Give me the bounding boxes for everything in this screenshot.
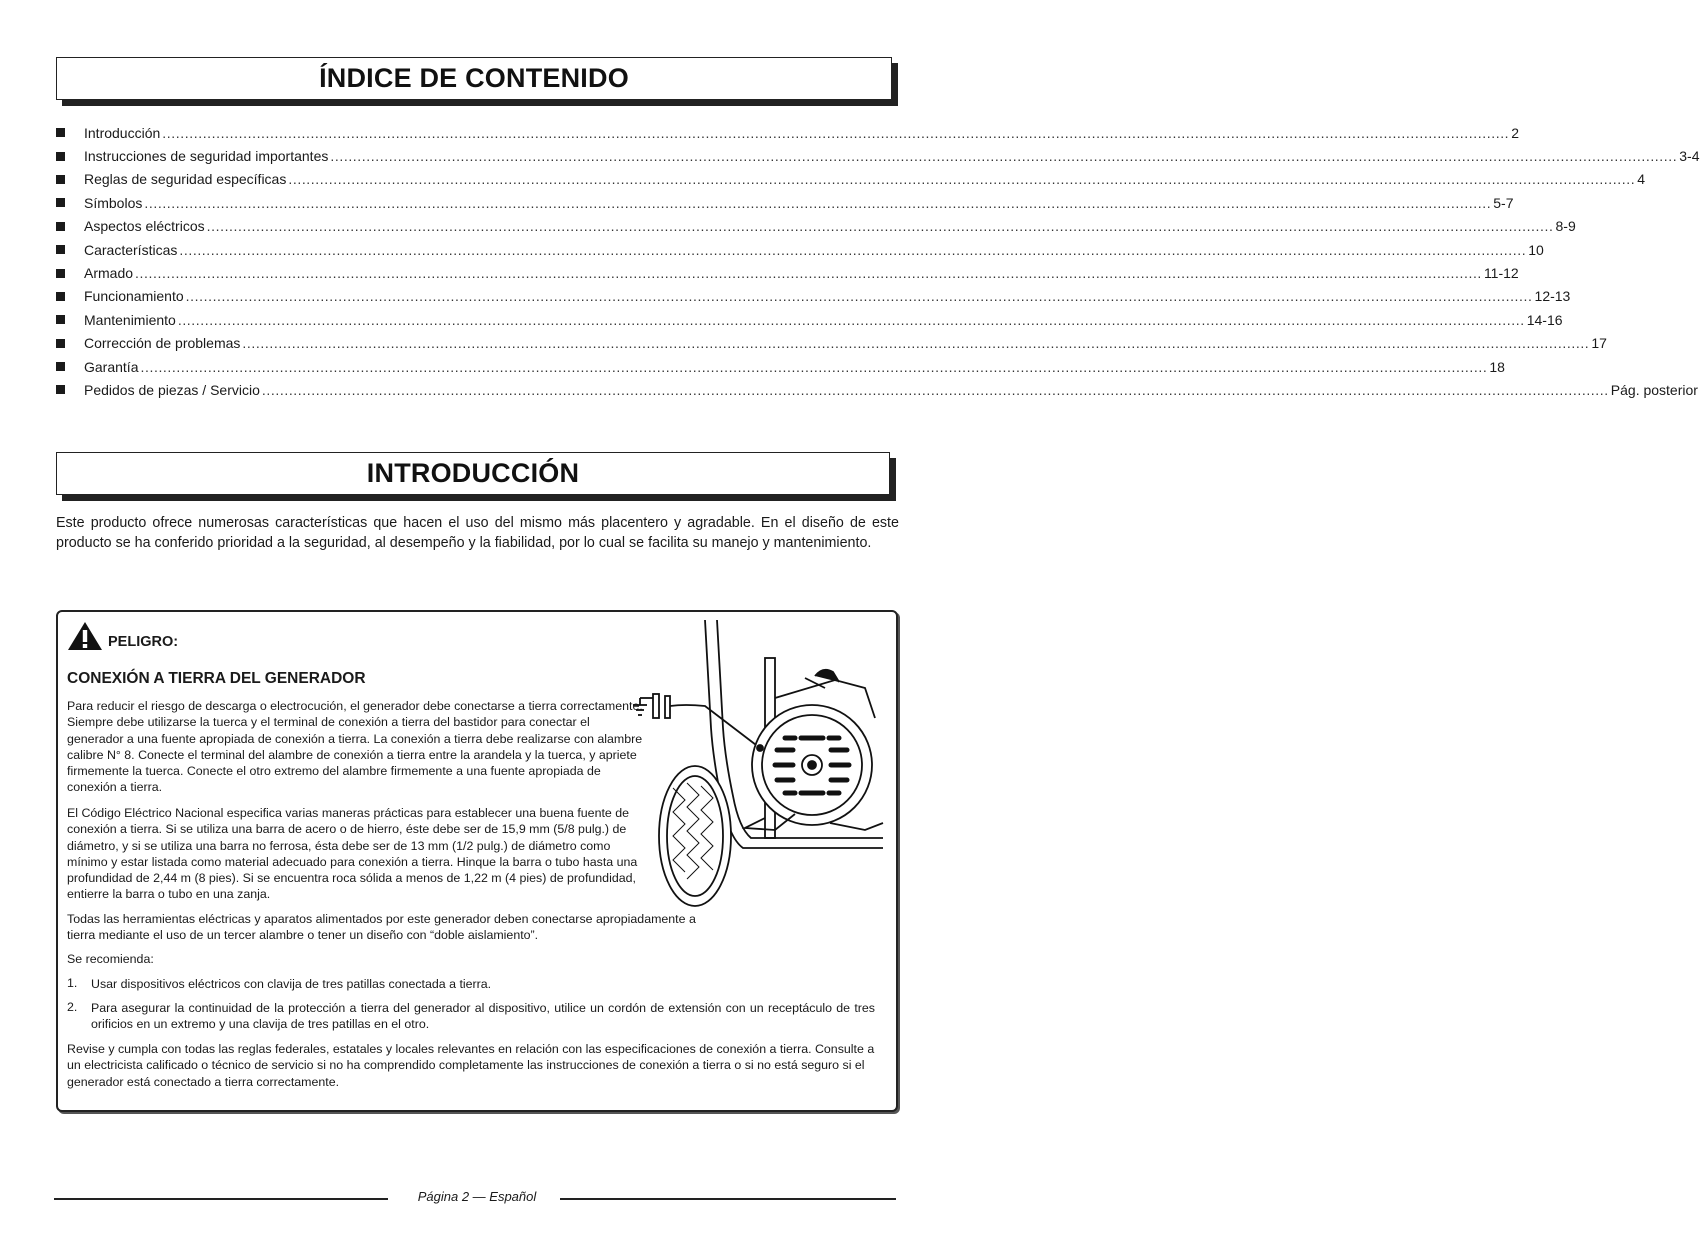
toc-item-label: Garantía (84, 358, 139, 375)
list-item: Para asegurar la continuidad de la protección a tierra del generador al dispositivo, utilice un cordón de extensión con un receptáculo de tres orificios en un extremo y una clavija de tres patillas en el otro. (91, 1001, 875, 1032)
toc-item-label: Armado (84, 265, 134, 282)
toc-leader-dots: ............................................................................................................................................................................................................................................................................................................ (140, 358, 1488, 375)
bullet-icon (56, 292, 65, 301)
toc-item (56, 238, 1544, 261)
toc-item-page: 14-16 (1526, 311, 1563, 328)
bullet-icon (56, 128, 65, 137)
toc-leader-dots: ............................................................................................................................................................................................................................................................................................................ (144, 194, 1492, 211)
toc-item-page: 5-7 (1493, 194, 1514, 211)
toc-item-page: 3-4 (1679, 148, 1700, 165)
toc-header-box (56, 57, 892, 100)
toc-item (56, 261, 1519, 284)
toc-leader-dots: ............................................................................................................................................................................................................................................................................................................ (330, 148, 1678, 165)
page-footer: Página 2 — Español (417, 1189, 537, 1204)
list-number: 1. (67, 976, 78, 990)
toc-item-page: Pág. posterior (1610, 381, 1698, 398)
warning-paragraph-5: Revise y cumpla con todas las reglas federales, estatales y locales relevantes en relación con las especificaciones de conexión a tierra. Consulte a un electricista calificado o técnico de servicio si no ha comprendido completamente las instrucciones de conexión a tierra o si no está seguro si el generador está conectado a tierra correctamente. (67, 1042, 875, 1089)
toc-leader-dots: ............................................................................................................................................................................................................................................................................................................ (135, 265, 1482, 282)
warning-paragraph-4: Se recomienda: (67, 952, 154, 966)
intro-header-box (56, 452, 890, 495)
toc-item (56, 378, 1698, 401)
toc-item-label: Mantenimiento (84, 311, 176, 328)
toc-item (56, 168, 1646, 191)
danger-label: PELIGRO: (108, 634, 179, 650)
toc-item-label: Funcionamiento (84, 288, 184, 305)
warning-paragraph-3: Todas las herramientas eléctricas y aparatos alimentados por este generador deben conectarse apropiadamente a tierra mediante el uso de un tercer alambre o tener un diseño con “doble aislamiento”. (67, 912, 696, 943)
toc-item-page: 8-9 (1555, 218, 1576, 235)
intro-title: INTRODUCCIÓN (366, 458, 580, 488)
list-number: 2. (67, 1000, 78, 1014)
warning-paragraph-2: El Código Eléctrico Nacional especifica varias maneras prácticas para establecer una buena fuente de conexión a tierra. Si se utiliza una barra de acero o de hierro, éste debe ser de 15,9 mm (5/8 pulg.) de diámetro, y si se utiliza una barra no ferrosa, ésta debe ser de 13 mm (1/2 pulg.) de diámetro como mínimo y estar listada como material adecuado para conexión a tierra. Hinque la barra o tubo hasta una profundidad de 2,44 m (8 pies). Si se encuentra roca sólida a menos de 1,22 m (4 pies) de profundidad, entierre la barra o tubo en una zanja. (67, 806, 638, 902)
toc-item (56, 332, 1607, 355)
toc-item (56, 191, 1514, 214)
toc-item-page: 10 (1528, 241, 1544, 258)
toc-item-label: Instrucciones de seguridad importantes (84, 148, 329, 165)
bullet-icon (56, 198, 65, 207)
toc-item-label: Corrección de problemas (84, 335, 241, 352)
toc-item-page: 18 (1489, 358, 1505, 375)
toc-item-label: Pedidos de piezas / Servicio (84, 381, 260, 398)
generator-grounding-illustration (625, 618, 887, 910)
toc-item (56, 121, 1519, 144)
bullet-icon (56, 152, 65, 161)
toc-item-page: 17 (1591, 335, 1607, 352)
toc-item (56, 355, 1505, 378)
toc-item-label: Reglas de seguridad específicas (84, 171, 287, 188)
bullet-icon (56, 385, 65, 394)
toc-item-label: Introducción (84, 124, 161, 141)
toc-item (56, 215, 1576, 238)
toc-leader-dots: ............................................................................................................................................................................................................................................................................................................ (179, 241, 1527, 258)
toc-item (56, 285, 1571, 308)
toc-item-label: Aspectos eléctricos (84, 218, 205, 235)
toc-title: ÍNDICE DE CONTENIDO (319, 63, 629, 93)
bullet-icon (56, 339, 65, 348)
bullet-icon (56, 245, 65, 254)
bullet-icon (56, 362, 65, 371)
warning-triangle-icon (67, 621, 103, 651)
toc-item-label: Símbolos (84, 194, 143, 211)
toc-leader-dots: ............................................................................................................................................................................................................................................................................................................ (185, 288, 1533, 305)
toc-leader-dots: ............................................................................................................................................................................................................................................................................................................ (261, 381, 1609, 398)
bullet-icon (56, 315, 65, 324)
toc-leader-dots: ............................................................................................................................................................................................................................................................................................................ (206, 218, 1554, 235)
intro-paragraph: Este producto ofrece numerosas características que hacen el uso del mismo más placentero y agradable. En el diseño de este producto se ha conferido prioridad a la seguridad, al desempeño y la fiabilidad, por lo cual se facilita su manejo y mantenimiento. (56, 515, 899, 551)
bullet-icon (56, 175, 65, 184)
toc-item (56, 144, 1700, 167)
warning-paragraph-1: Para reducir el riesgo de descarga o electrocución, el generador debe conectarse a tierra correctamente. Siempre debe utilizarse la tuerca y el terminal de conexión a tierra del bastidor para conectar el generador a una fuente apropiada de conexión a tierra. La conexión a tierra debe realizarse con alambre calibre N° 8. Conecte el terminal del alambre de conexión a tierra entre la arandela y la tuerca, y apriete firmemente la tuerca. Conecte el otro extremo del alambre firmemente a una fuente apropiada de conexión a tierra. (67, 699, 643, 795)
toc-item-page: 11-12 (1483, 265, 1519, 282)
toc-item-label: Características (84, 241, 178, 258)
toc-leader-dots: ............................................................................................................................................................................................................................................................................................................ (288, 171, 1636, 188)
toc-list (56, 121, 1700, 402)
toc-item-page: 12-13 (1534, 288, 1571, 305)
bullet-icon (56, 269, 65, 278)
bullet-icon (56, 222, 65, 231)
grounding-subtitle: CONEXIÓN A TIERRA DEL GENERADOR (67, 670, 366, 687)
toc-item-page: 4 (1637, 171, 1646, 188)
toc-leader-dots: ............................................................................................................................................................................................................................................................................................................ (162, 124, 1510, 141)
list-item: Usar dispositivos eléctricos con clavija de tres patillas conectada a tierra. (91, 977, 492, 991)
toc-item (56, 308, 1563, 331)
toc-leader-dots: ............................................................................................................................................................................................................................................................................................................ (242, 335, 1590, 352)
toc-leader-dots: ............................................................................................................................................................................................................................................................................................................ (177, 311, 1525, 328)
toc-item-page: 2 (1511, 124, 1519, 141)
